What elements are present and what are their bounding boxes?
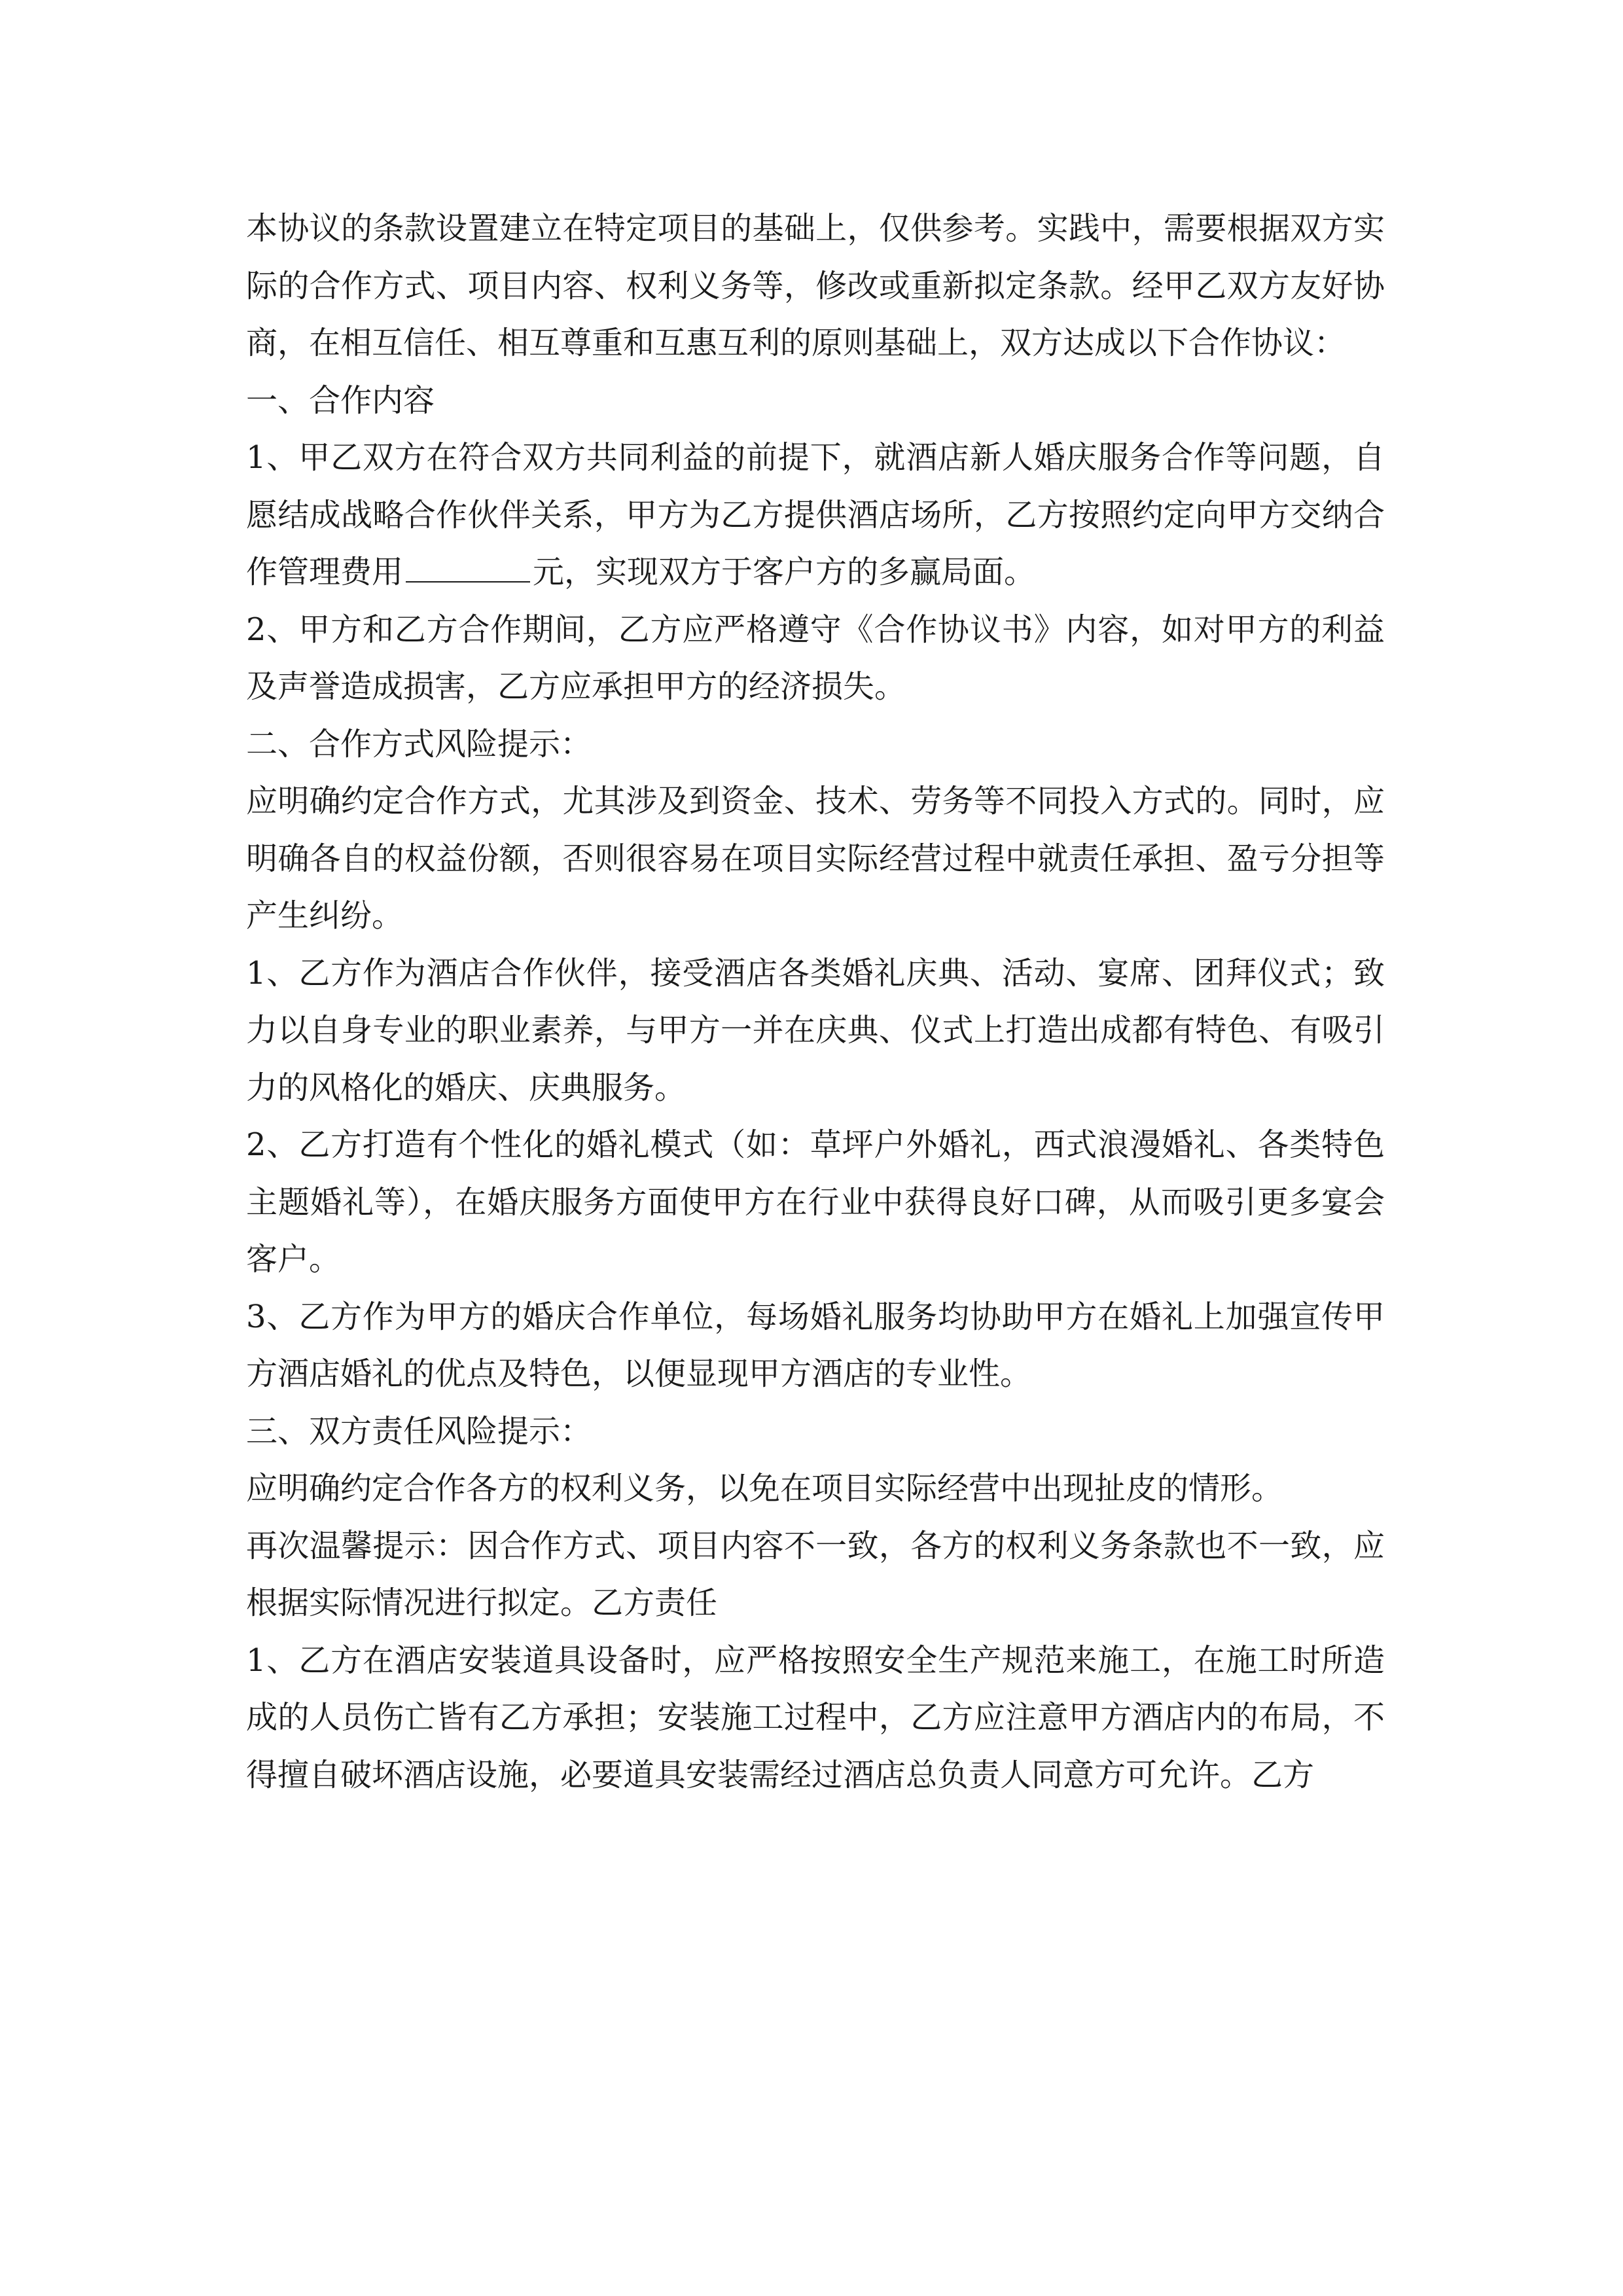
responsibility-note: 应明确约定合作各方的权利义务，以免在项目实际经营中出现扯皮的情形。	[246, 1470, 1283, 1507]
responsibility-reminder: 再次温馨提示：因合作方式、项目内容不一致，各方的权利义务条款也不一致，应根据实际情况进行拟定。乙方责任	[246, 1527, 1385, 1621]
section-heading-cooperation-content: 一、合作内容	[246, 382, 435, 419]
cooperation-method-note: 应明确约定合作方式，尤其涉及到资金、技术、劳务等不同投入方式的。同时，应明确各自的权益份额，否则很容易在项目实际经营过程中就责任承担、盈亏分担等产生纠纷。	[246, 783, 1385, 934]
party-b-responsibility-item-1: 1、乙方在酒店安装道具设备时，应严格按照安全生产规范来施工，在施工时所造成的人员伤亡皆有乙方承担；安装施工过程中，乙方应注意甲方酒店内的布局，不得擅自破坏酒店设施，必要道具安装需经过酒店总负责人同意方可允许。乙方	[246, 1641, 1385, 1793]
section-heading-cooperation-method-risk: 二、合作方式风险提示：	[246, 725, 592, 762]
cooperation-method-item-1: 1、乙方作为酒店合作伙伴，接受酒店各类婚礼庆典、活动、宴席、团拜仪式；致力以自身专业的职业素养，与甲方一并在庆典、仪式上打造出成都有特色、有吸引力的风格化的婚庆、庆典服务。	[246, 954, 1385, 1106]
cooperation-content-item-2: 2、甲方和乙方合作期间，乙方应严格遵守《合作协议书》内容，如对甲方的利益及声誉造成损害，乙方应承担甲方的经济损失。	[246, 611, 1385, 705]
document-page	[246, 200, 1385, 1804]
cooperation-method-item-3: 3、乙方作为甲方的婚庆合作单位，每场婚礼服务均协助甲方在婚礼上加强宣传甲方酒店婚礼的优点及特色，以便显现甲方酒店的专业性。	[246, 1298, 1385, 1392]
section-heading-responsibility-risk: 三、双方责任风险提示：	[246, 1412, 592, 1450]
cooperation-content-item-1	[246, 429, 1385, 601]
cooperation-method-item-2: 2、乙方打造有个性化的婚礼模式（如：草坪户外婚礼，西式浪漫婚礼、各类特色主题婚礼等），在婚庆服务方面使甲方在行业中获得良好口碑，从而吸引更多宴会客户。	[246, 1126, 1385, 1278]
item-1-text-after-blank: 元，实现双方于客户方的多赢局面。	[533, 554, 1036, 590]
item-1-text-before-blank: 1、甲乙双方在符合双方共同利益的前提下，就酒店新人婚庆服务合作等问题，自愿结成战略合作伙伴关系，甲方为乙方提供酒店场所，乙方按照约定向甲方交纳合作管理费用	[246, 439, 1385, 590]
fee-amount-blank	[406, 555, 530, 583]
intro-paragraph: 本协议的条款设置建立在特定项目的基础上，仅供参考。实践中，需要根据双方实际的合作方式、项目内容、权利义务等，修改或重新拟定条款。经甲乙双方友好协商，在相互信任、相互尊重和互惠互利的原则基础上，双方达成以下合作协议：	[246, 210, 1385, 361]
